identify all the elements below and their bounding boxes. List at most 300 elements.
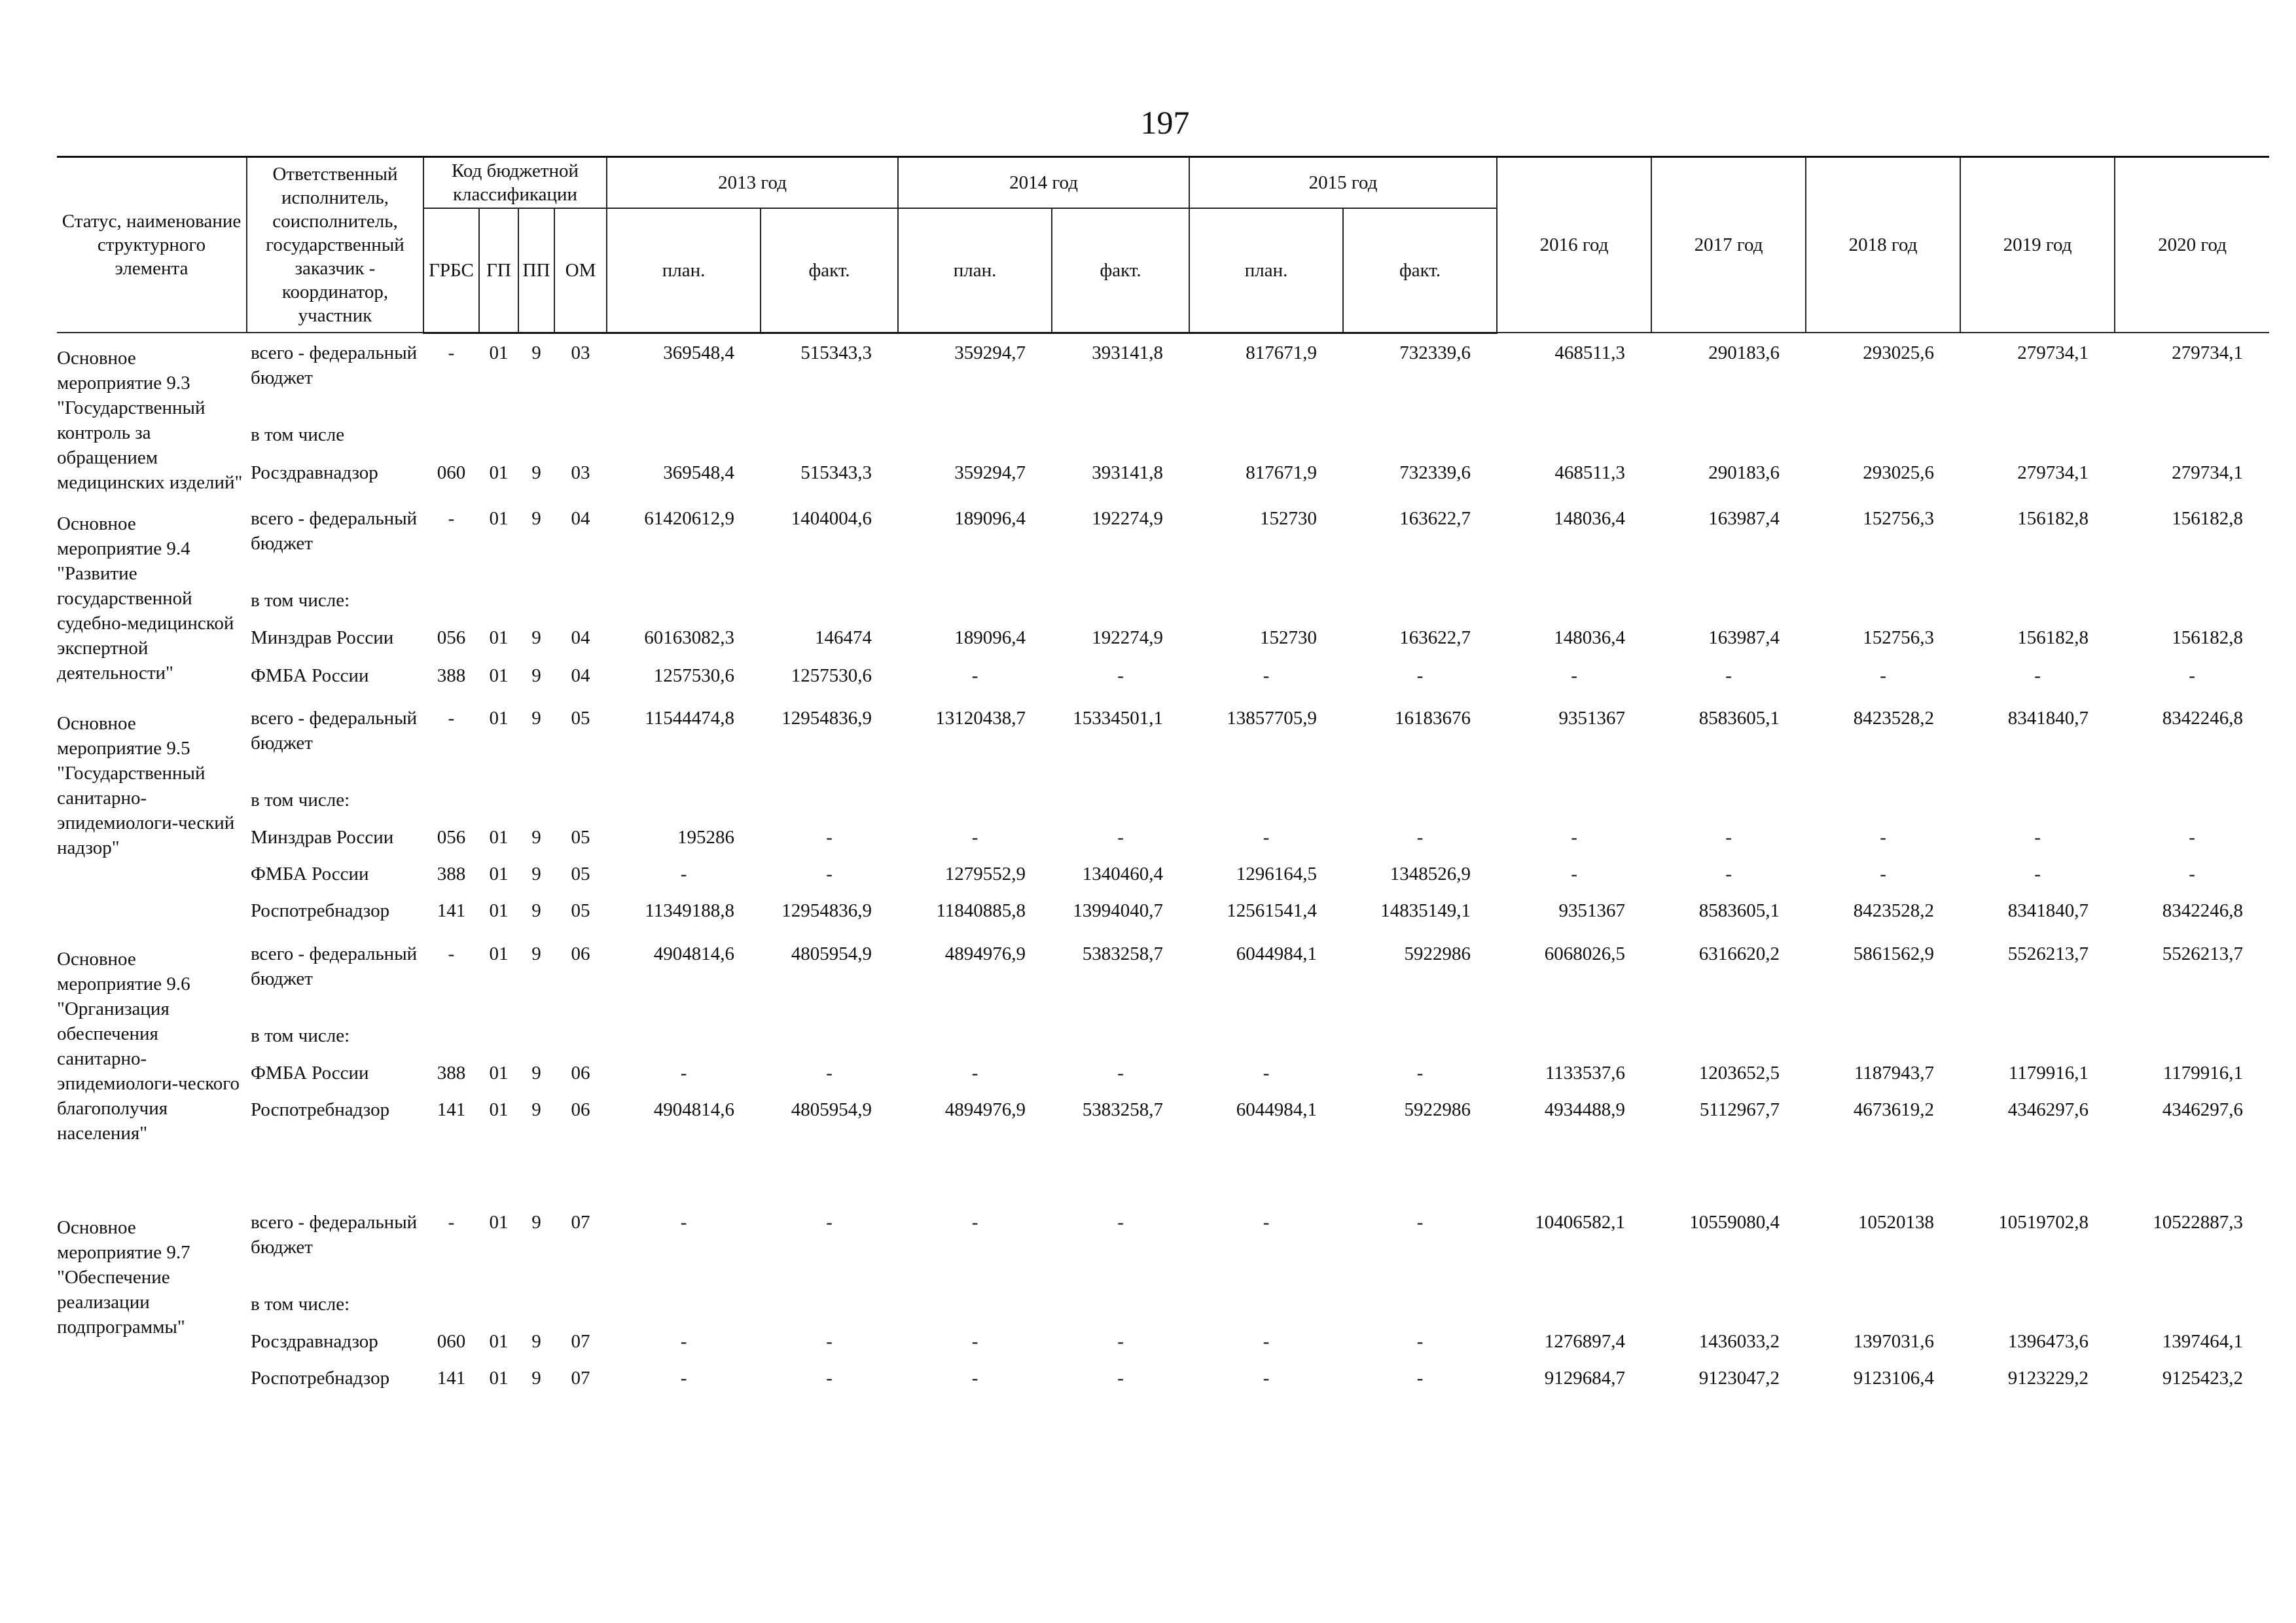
value-2018-cell: 9123106,4 [1853,1367,1935,1389]
fact-2013-cell [761,788,898,825]
value-2017-cell: - [1725,665,1732,686]
fact-2015-cell: - [1416,1062,1424,1084]
gp-cell: 01 [489,900,509,921]
om-cell: 06 [571,943,590,964]
executor-cell: всего - федеральный бюджет [251,943,418,989]
value-2017-cell: 1203652,5 [1698,1062,1780,1084]
gp-cell: 01 [489,507,509,529]
fact-2013-cell [761,588,898,625]
plan-2015-cell [1189,1023,1343,1061]
value-2020-cell: 9125423,2 [2162,1367,2244,1389]
header-budget-code: Код бюджетной классификации [423,157,607,209]
fact-2015-cell: - [1416,1367,1424,1389]
header-status: Статус, наименование структурного элемента [57,157,247,333]
page-number: 197 [1140,104,1190,141]
gp-cell: 01 [489,342,509,363]
fact-2014-cell: 5383258,7 [1082,943,1164,964]
gp-cell: 01 [489,863,509,884]
plan-2015-cell: - [1263,1211,1270,1233]
plan-2015-cell [1189,1292,1343,1329]
value-2020-cell: - [2189,826,2195,848]
value-2018-cell: 10520138 [1858,1211,1935,1233]
value-2018-cell: 4673619,2 [1853,1099,1935,1120]
executor-cell: в том числе: [251,589,350,611]
fact-2015-cell: 732339,6 [1399,342,1471,363]
pp-cell [518,422,554,460]
table-row [57,788,2269,825]
grbs-cell: - [448,342,455,363]
table-row [57,941,2269,1023]
plan-2013-cell: 11544474,8 [645,707,735,729]
fact-2013-cell: 515343,3 [800,462,872,483]
value-2018-cell: 293025,6 [1863,342,1935,363]
value-2017-cell: 10559080,4 [1689,1211,1780,1233]
grbs-cell: 388 [437,1062,466,1084]
value-2019-cell: 8341840,7 [2007,900,2089,921]
group-spacer [57,1182,2269,1210]
gp-cell: 01 [489,1211,509,1233]
plan-2014-cell: 11840885,8 [936,900,1026,921]
grbs-cell [423,588,479,625]
grbs-cell: 141 [437,900,466,921]
plan-2014-cell: 4894976,9 [944,943,1026,964]
pp-cell [518,1023,554,1061]
value-2017-cell [1651,422,1806,460]
fact-2014-cell: 393141,8 [1092,462,1164,483]
plan-2014-cell: 189096,4 [954,627,1026,648]
spacer-cell [57,1182,2269,1210]
executor-cell: Роспотребнадзор [251,900,390,921]
om-cell: 05 [571,707,590,729]
om-cell [554,1292,607,1329]
plan-2013-cell: 369548,4 [663,342,735,363]
grbs-cell: - [448,1211,455,1233]
value-2019-cell: 8341840,7 [2007,707,2089,729]
pp-cell [518,588,554,625]
plan-2015-cell: 6044984,1 [1236,1099,1318,1120]
grbs-cell [423,1023,479,1061]
plan-2013-cell [607,1292,761,1329]
gp-cell: 01 [489,707,509,729]
fact-2014-cell [1052,1292,1189,1329]
fact-2014-cell: - [1117,665,1124,686]
value-2018-cell: 8423528,2 [1853,707,1935,729]
group-spacer [57,333,2269,340]
plan-2014-cell: 4894976,9 [944,1099,1026,1120]
fact-2014-cell [1052,788,1189,825]
spacer-cell [57,333,2269,340]
executor-cell: всего - федеральный бюджет [251,507,418,554]
value-2020-cell: 4346297,6 [2162,1099,2244,1120]
gp-cell [479,1292,518,1329]
fact-2014-cell: 15334501,1 [1073,707,1164,729]
om-cell: 06 [571,1062,590,1084]
plan-2013-cell: 369548,4 [663,462,735,483]
fact-2013-cell: 4805954,9 [791,1099,872,1120]
plan-2014-cell: 1279552,9 [944,863,1026,884]
executor-cell: Роспотребнадзор [251,1099,390,1120]
value-2018-cell: 1397031,6 [1853,1330,1935,1352]
value-2020-cell: - [2189,665,2195,686]
value-2017-cell: 290183,6 [1708,342,1780,363]
value-2018-cell: - [1880,863,1886,884]
grbs-cell: 388 [437,665,466,686]
plan-2013-cell: 60163082,3 [644,627,735,648]
plan-2014-cell: 359294,7 [954,342,1026,363]
plan-2013-cell [607,422,761,460]
value-2019-cell: - [2034,863,2041,884]
header-plan-2015: план. [1189,208,1343,333]
fact-2015-cell: 5922986 [1404,1099,1471,1120]
plan-2015-cell: - [1263,1330,1270,1352]
value-2016-cell: 1133537,6 [1545,1062,1626,1084]
fact-2015-cell [1343,422,1497,460]
pp-cell: 9 [531,627,541,648]
plan-2014-cell: - [971,1330,978,1352]
table-row [57,1329,2269,1366]
executor-cell: в том числе: [251,1025,350,1046]
om-cell: 03 [571,342,590,363]
executor-cell: Роспотребнадзор [251,1367,390,1389]
value-2018-cell [1806,588,1960,625]
table-body [57,333,2269,1402]
plan-2014-cell: - [971,826,978,848]
value-2017-cell: 290183,6 [1708,462,1780,483]
om-cell [554,422,607,460]
pp-cell: 9 [531,1211,541,1233]
fact-2014-cell [1052,1023,1189,1061]
header-year-2015: 2015 год [1189,157,1497,209]
fact-2015-cell [1343,788,1497,825]
value-2016-cell: 4934488,9 [1544,1099,1626,1120]
value-2019-cell: 1179916,1 [2008,1062,2089,1084]
value-2016-cell: 9129684,7 [1544,1367,1626,1389]
measure-name: Основное мероприятие 9.4 "Развитие государственной судебно-медицинской экспертной деятельности" [57,513,234,684]
gp-cell: 01 [489,462,509,483]
value-2016-cell: 1276897,4 [1544,1330,1626,1352]
plan-2015-cell: 6044984,1 [1236,943,1318,964]
value-2018-cell: - [1880,826,1886,848]
header-year-2018: 2018 год [1806,157,1960,333]
value-2016-cell [1497,788,1651,825]
value-2016-cell: 10406582,1 [1535,1211,1626,1233]
value-2019-cell [1960,588,2115,625]
value-2016-cell [1497,1023,1651,1061]
executor-cell: ФМБА России [251,863,369,884]
value-2016-cell: - [1571,826,1577,848]
om-cell [554,1023,607,1061]
value-2020-cell: 8342246,8 [2162,900,2244,921]
pp-cell: 9 [531,1062,541,1084]
pp-cell: 9 [531,1330,541,1352]
pp-cell: 9 [531,1367,541,1389]
fact-2015-cell: 732339,6 [1399,462,1471,483]
gp-cell [479,422,518,460]
group-spacer [57,699,2269,706]
fact-2015-cell: 1348526,9 [1390,863,1471,884]
value-2017-cell: 163987,4 [1708,627,1780,648]
executor-cell: всего - федеральный бюджет [251,707,418,754]
pp-cell: 9 [531,863,541,884]
executor-cell: в том числе [251,424,345,445]
plan-2014-cell: - [971,1062,978,1084]
table-row [57,506,2269,588]
value-2020-cell [2115,1292,2269,1329]
grbs-cell: 056 [437,826,466,848]
group-spacer [57,935,2269,941]
value-2016-cell [1497,422,1651,460]
fact-2013-cell [761,1023,898,1061]
om-cell: 04 [571,507,590,529]
fact-2014-cell: - [1117,1062,1124,1084]
value-2017-cell [1651,588,1806,625]
plan-2015-cell: 152730 [1260,507,1318,529]
fact-2014-cell: 1340460,4 [1082,863,1164,884]
table-row [57,1061,2269,1097]
value-2020-cell: 1179916,1 [2162,1062,2244,1084]
plan-2014-cell: 359294,7 [954,462,1026,483]
value-2020-cell: 156182,8 [2172,507,2244,529]
fact-2014-cell: - [1117,1367,1124,1389]
om-cell: 05 [571,863,590,884]
plan-2013-cell: 1257530,6 [653,665,735,686]
fact-2015-cell: 16183676 [1395,707,1471,729]
value-2020-cell [2115,588,2269,625]
pp-cell: 9 [531,665,541,686]
plan-2013-cell: - [680,1367,687,1389]
plan-2015-cell: - [1263,826,1270,848]
value-2019-cell: 279734,1 [2017,462,2089,483]
fact-2015-cell: 163622,7 [1399,627,1471,648]
table-row [57,825,2269,862]
value-2020-cell: 1397464,1 [2162,1330,2244,1352]
value-2016-cell [1497,1292,1651,1329]
grbs-cell: 141 [437,1099,466,1120]
group-spacer [57,500,2269,506]
plan-2013-cell: - [680,863,687,884]
measure-name: Основное мероприятие 9.5 "Государственный санитарно-эпидемиологи-ческий надзор" [57,712,235,858]
value-2018-cell [1806,1292,1960,1329]
fact-2013-cell: - [826,1330,833,1352]
om-cell: 03 [571,462,590,483]
value-2019-cell [1960,788,2115,825]
table-header [57,157,2269,333]
gp-cell: 01 [489,665,509,686]
value-2019-cell: 156182,8 [2017,627,2089,648]
value-2016-cell: - [1571,665,1577,686]
grbs-cell [423,788,479,825]
value-2019-cell: 9123229,2 [2007,1367,2089,1389]
value-2018-cell: 293025,6 [1863,462,1935,483]
value-2018-cell: 5861562,9 [1853,943,1935,964]
fact-2015-cell: - [1416,665,1424,686]
plan-2015-cell: - [1263,1367,1270,1389]
fact-2014-cell [1052,422,1189,460]
pp-cell [518,1292,554,1329]
value-2016-cell: - [1571,863,1577,884]
value-2016-cell: 468511,3 [1554,342,1626,363]
om-cell: 06 [571,1099,590,1120]
plan-2015-cell: - [1263,1062,1270,1084]
value-2020-cell: 279734,1 [2172,462,2244,483]
plan-2015-cell [1189,788,1343,825]
plan-2015-cell: 1296164,5 [1236,863,1318,884]
table-row [57,862,2269,898]
value-2016-cell: 9351367 [1558,900,1626,921]
om-cell: 07 [571,1367,590,1389]
value-2017-cell: 163987,4 [1708,507,1780,529]
fact-2013-cell: - [826,1367,833,1389]
budget-table [57,156,2269,1402]
fact-2015-cell: 14835149,1 [1380,900,1471,921]
value-2018-cell [1806,788,1960,825]
plan-2014-cell: 189096,4 [954,507,1026,529]
value-2018-cell [1806,422,1960,460]
fact-2013-cell: 1404004,6 [791,507,872,529]
executor-cell: всего - федеральный бюджет [251,342,418,388]
value-2020-cell: 279734,1 [2172,342,2244,363]
fact-2013-cell: - [826,826,833,848]
spacer-cell [57,500,2269,506]
plan-2013-cell: - [680,1330,687,1352]
value-2018-cell: 8423528,2 [1853,900,1935,921]
om-cell: 07 [571,1211,590,1233]
executor-cell: всего - федеральный бюджет [251,1211,418,1258]
plan-2013-cell: 4904814,6 [653,1099,735,1120]
om-cell: 05 [571,900,590,921]
table-row [57,625,2269,663]
om-cell [554,788,607,825]
pp-cell: 9 [531,826,541,848]
fact-2015-cell [1343,588,1497,625]
executor-cell: ФМБА России [251,1062,369,1084]
value-2016-cell: 148036,4 [1554,507,1626,529]
gp-cell [479,788,518,825]
fact-2014-cell: - [1117,1211,1124,1233]
value-2020-cell: 156182,8 [2172,627,2244,648]
executor-cell: Росздравнадзор [251,1330,378,1352]
pp-cell: 9 [531,900,541,921]
plan-2015-cell: 817671,9 [1246,462,1318,483]
gp-cell: 01 [489,1367,509,1389]
value-2016-cell: 468511,3 [1554,462,1626,483]
fact-2013-cell: - [826,1211,833,1233]
gp-cell [479,1023,518,1061]
executor-cell: в том числе: [251,789,350,811]
plan-2013-cell: - [680,1211,687,1233]
value-2019-cell [1960,1292,2115,1329]
value-2017-cell: - [1725,863,1732,884]
fact-2014-cell: - [1117,1330,1124,1352]
value-2018-cell: - [1880,665,1886,686]
plan-2015-cell: 152730 [1260,627,1318,648]
gp-cell: 01 [489,943,509,964]
pp-cell: 9 [531,462,541,483]
value-2017-cell: 1436033,2 [1698,1330,1780,1352]
plan-2013-cell: 61420612,9 [644,507,735,529]
header-year-2014: 2014 год [898,157,1189,209]
plan-2014-cell: 13120438,7 [935,707,1026,729]
value-2020-cell: - [2189,863,2195,884]
fact-2014-cell: 13994040,7 [1073,900,1164,921]
plan-2013-cell: 195286 [677,826,735,848]
gp-cell [479,588,518,625]
grbs-cell [423,1292,479,1329]
om-cell: 05 [571,826,590,848]
header-fact-2015: факт. [1343,208,1497,333]
gp-cell: 01 [489,1330,509,1352]
value-2016-cell: 148036,4 [1554,627,1626,648]
value-2019-cell: - [2034,665,2041,686]
spacer-cell [57,699,2269,706]
header-year-2017: 2017 год [1651,157,1806,333]
plan-2015-cell: 13857705,9 [1227,707,1318,729]
executor-cell: в том числе: [251,1293,350,1315]
header-pp: ПП [518,208,554,333]
grbs-cell: 388 [437,863,466,884]
value-2017-cell: 8583605,1 [1698,900,1780,921]
value-2017-cell: - [1725,826,1732,848]
value-2016-cell: 9351367 [1558,707,1626,729]
fact-2014-cell: 192274,9 [1092,627,1164,648]
value-2019-cell [1960,1023,2115,1061]
plan-2013-cell: 11349188,8 [645,900,735,921]
table-row [57,422,2269,460]
fact-2015-cell: 163622,7 [1399,507,1471,529]
value-2017-cell: 8583605,1 [1698,707,1780,729]
fact-2013-cell: 1257530,6 [791,665,872,686]
pp-cell: 9 [531,342,541,363]
executor-cell: Минздрав России [251,826,394,848]
plan-2015-cell: 12561541,4 [1227,900,1318,921]
gp-cell: 01 [489,627,509,648]
gp-cell: 01 [489,826,509,848]
plan-2014-cell: - [971,1367,978,1389]
value-2019-cell: - [2034,826,2041,848]
plan-2015-cell: - [1263,665,1270,686]
pp-cell: 9 [531,943,541,964]
value-2020-cell: 8342246,8 [2162,707,2244,729]
pp-cell [518,788,554,825]
fact-2015-cell: - [1416,826,1424,848]
table-row [57,663,2269,699]
grbs-cell: 141 [437,1367,466,1389]
header-year-2019: 2019 год [1960,157,2115,333]
fact-2015-cell: - [1416,1211,1424,1233]
om-cell [554,588,607,625]
plan-2013-cell [607,1023,761,1061]
table-row [57,1292,2269,1329]
executor-cell: Минздрав России [251,627,394,648]
om-cell: 04 [571,627,590,648]
om-cell: 04 [571,665,590,686]
fact-2013-cell [761,1292,898,1329]
measure-name: Основное мероприятие 9.6 "Организация обеспечения санитарно-эпидемиологи-ческого благополучия населения" [57,948,240,1144]
value-2019-cell [1960,422,2115,460]
header-grbs: ГРБС [423,208,479,333]
fact-2015-cell: 5922986 [1404,943,1471,964]
fact-2013-cell: 12954836,9 [781,900,872,921]
value-2017-cell [1651,1023,1806,1061]
spacer-cell [57,935,2269,941]
plan-2014-cell: - [971,1211,978,1233]
value-2018-cell [1806,1023,1960,1061]
fact-2013-cell [761,422,898,460]
fact-2013-cell: - [826,863,833,884]
value-2017-cell [1651,788,1806,825]
plan-2014-cell [898,788,1052,825]
grbs-cell: 060 [437,462,466,483]
